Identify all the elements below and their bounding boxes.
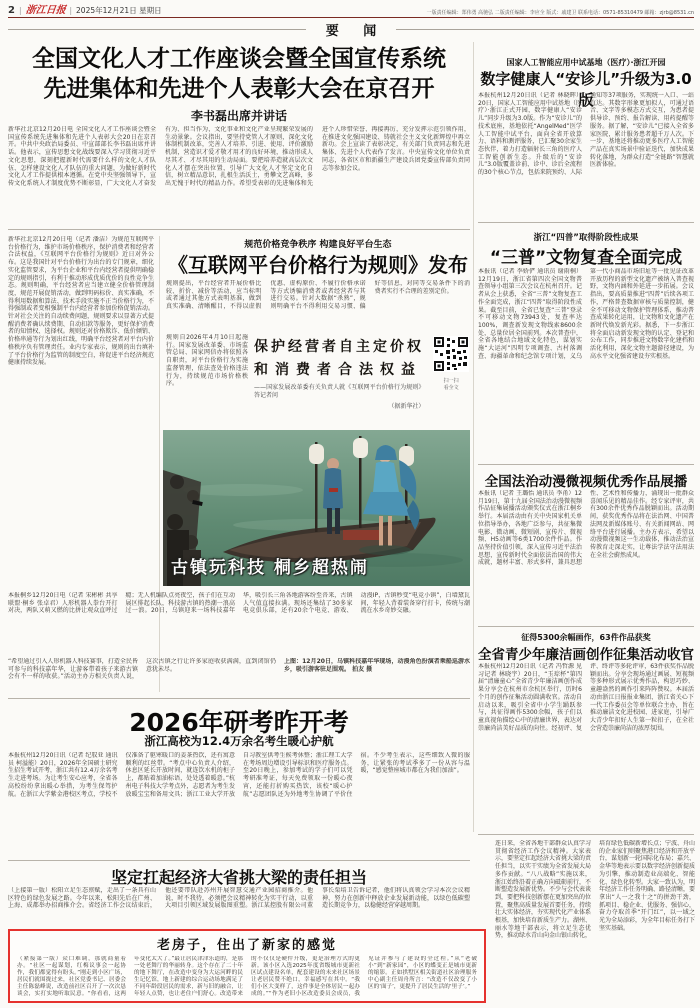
price-qa-credit: （据新华社） [388, 403, 425, 410]
divider [8, 229, 470, 230]
sanpu-kicker: 浙江“四普”取得阶段性成果 [533, 233, 639, 243]
fazhi-headline: 全国法治动漫微视频优秀作品展播 [484, 474, 688, 490]
price-article-body: 规则提出，平台经营者开展价格比较、折价、减价等活动，应当标明或者通过其他方式表明基准，做到真实准确、清晰醒目，不得以虚假优惠、虚构原价、不履行价格承诺等方式诱骗消费者或者经营者与其进行交易。针对大数据“杀熟”，规则明确平台不得利用交易习惯、偏好等信息，对同等交易条件下的消费者实行不合理的差别定价。 [166, 280, 470, 311]
divider [478, 834, 694, 835]
editors-info: 一版责任编辑：郑伟勇 高驰弘 二版责任编辑：李应全 版式：戚建卫 联系电话：0571-85310479 邮箱：zjrb@8531.cn [426, 10, 694, 16]
issue-date: 2025年12月21日 星期日 [76, 6, 162, 15]
price-article-side: 规则自2026年4月10日起施行。国家发展改革委、市场监管总局、国家网信办将依照各自职责，对平台价格行为实施监督管理，依法查处价格违法行为，持续规范市场价格秩序。 [166, 334, 248, 388]
fazhi-body: 本报讯（记者 王璐怡 通讯员 李甬）12月19日，第十九届全国法治动漫微视频作品征集展播活动颁奖仪式在浙江桐乡举行。本届活动由有关中央国家机关单位指导举办，各地广泛参与，共征集微电影、微动画、微短剧、宣传片、微视频、H5动画等6类1700余件作品。作品坚持价值引领，深入宣传习近平法治思想，宣传新时代全面依法治国的伟大成就，题材丰富、形式多样，兼具思想性、艺术性和传播力，涌现出一批群众喜闻乐见的精品佳作。经专家评审，共有300余件优秀作品脱颖而出。活动期间，获奖优秀作品将在法治网、中国普法网及新媒体账号、有关新闻网站、网络平台进行展播。主办方表示，希望以动漫微视频这一生动载体，推动法治宣传教育走深走实，让尊法学法守法用法在全社会蔚然成风。 [478, 490, 694, 567]
price-qa-title-line1: 保护经营者自主定价权 [254, 339, 424, 355]
price-qa-title-line2: 和消费者合法权益 [254, 362, 422, 378]
jingji-headline: 坚定扛起经济大省挑大梁的责任担当 [110, 868, 367, 887]
yankao-body: 本报杭州12月20日讯（记者 纪驭亚 通讯员 柯溢能）20日，2026年全国硕士研究生招生考试开考，浙江共有12.4万余名考生走进考场。为让考生安心应考，全省各高校纷纷拿出暖心举措，为考生保驾护航。在浙江大学紫金港校区考点，学校不仅准备了驱寒暖口的姜茶热饮，还有寓意顺利的红丝带。“考点中心负责人介绍，休息区延长开放时间，就连饮水机的柜子上，都贴着加油标语，处处透着暖意。”杭州电子科技大学考点外，志愿者为考生发放暖宝宝和备用文具；浙江工业大学开放自习教室供考生候考休整；浙江理工大学在考场周边增设引导标识和医疗服务点。至20日晚上，参加考试的学子们可以凭考研准考证，每天免费领取一份暖心夜宵，还能打折购买热饮，该校“暖心护航”志愿团队还为外地考生协调了平价住宿。不少考生表示，这些细致入微的服务，让紧张的考试季多了一份从容与温暖，“感觉整座城市都在为我们加油”。 [8, 752, 470, 798]
jingji-continuation: 连日来，全省各地干部群众认真学习贯彻省经济工作会议精神。大家表示，要坚定扛起经济大省挑大梁的责任担当，以实干实绩为全省发展大局多作贡献。“八八战略”实施以来，浙江始终沿着正确方向砥砺前行，不断塑造发展新优势。不少与会代表谈到，要把科技创新摆在更加突出的位置，聚焦高质量发展首要任务，持续壮大实体经济，夯实现代化产业体系根基，加快培育新质生产力。湖州、丽水等地干部表示，将立足生态优势，推动绿水青山向金山银山转化，培育绿色低碳新增长点；宁波、舟山的企业家们则聚焦港口经济和开放平台，谋划新一轮国际化布局；嘉兴、金华等地表示要以数字经济创新提质为引擎，推动制造业高端化、智能化、绿色化转型。大家一致认为，明年经济工作任务明确、路径清晰，要拿出“人一之我十之”的拼劲干劲，抓项目、稳企业、优服务、强信心，奋力夺取首季“开门红”，以一域之光为全局添彩，为全年目标任务打下坚实基础。 [495, 840, 695, 940]
laofangzi-body: （紧接第一版）众口难调，那就商量着办。“社区一起谋划，红梅议事会一起协作，我们都觉得有盼头。”刚走到小区广场，居民们就围拢过来，社区党委书记、居委会主任陈磊峰说，改造前社区召开了一次次恳谈会，实打实地听取民意。“你看看，这两年变化太大了。”最让居民津津乐道的，是那一处老舞厅的华丽转身。这个存在了二十年的地下舞厅，在改造中变身为大运河畔的民生记忆馆，地上新建的综合运动场地满足了不同年龄段居民的需求，新与旧的融合，让年轻人点赞，也让老住户们舒心。改造带来的不仅仅是硬件升级，更是治理方式的更新。该小区入选2025年度省级城市更新社区试点建设名单，配套建设的未来社区场景让老居民赞不绝口，幸福感写在其中。“我们小区大变样了，这件事是全体居民一起办成的。”“作为老旧小区改造委员会成员，我见证并参与了建设的全过程。”从“老破小”到“新家园”，小区的蝶变正是城市更新的缩影。正如拱墅区相关街道社区治理服务中心副主任周舟所言：“改造不仅改变了小区的‘面子’，更提升了居民生活的‘里子’。” [17, 956, 477, 997]
price-qa-text [254, 336, 424, 426]
header-rule [8, 17, 694, 18]
main-headline-line2: 先进集体和先进个人表彰大会在京召开 [43, 76, 435, 102]
tongxiang-body-more: “希望通过引入人形机器人科技赛事，打造全民皆可参与的科技嘉年华，让游客带着孩子来游古镇会有不一样的收获。”活动主办方相关负责人说，这次古镇之行让许多家庭收获满满，直到闭馆仍意犹未尽。 [8, 658, 276, 681]
lianjie-kicker: 征得5300余幅画作，63件作品获奖 [521, 633, 651, 642]
photo-caption-overlay: 古镇玩科技 桐乡超热闹 [171, 558, 369, 578]
section-line-left [8, 29, 306, 30]
ai-body: 本报杭州12月20日讯（记者 林晓晖）20日，国家人工智能应用中试基地（医疗）·浙江正式开园，数字健康人“安诊儿”同步升级为3.0版。作为“安诊儿”的技术底座，基地依托“AngelMed”医学人工智能中试平台，面向全省开放算力、语料和测评服务，已汇聚30余家生态伙伴，着力打造辐射长三角的医疗人工智能创新生态。升级后的“安诊儿”3.0版覆盖诊前、诊中、诊后全流程的30个核心节点，包括来院预约、人际通知等37项服务，实现统一入口、一站直达。其数字形象更加拟人，可通过语音、文字等多模态方式交互，为患者提供导诊、预约、报告解读、用药提醒等服务。据了解，“安诊儿”已接入全省多家医院，累计服务患者超千万人次。下一步，基地还将推动更多医疗人工智能产品在真实场景中验证迭代，加快成果转化落地，为群众打造“全链路”智慧就医新体验。 [478, 92, 694, 177]
divider [8, 698, 470, 699]
header-separator: | [69, 6, 73, 15]
price-kicker: 规范价格竞争秩序 构建良好平台生态 [244, 240, 392, 250]
divider [478, 626, 694, 627]
main-headline-line1: 全国文化人才工作座谈会暨全国宣传系统 [32, 46, 446, 72]
divider [478, 222, 694, 223]
page-header [8, 4, 694, 16]
ai-kicker: 国家人工智能应用中试基地（医疗）·浙江开园 [506, 58, 666, 67]
qr-label-line1: 扫一扫 [443, 378, 459, 384]
tongxiang-body: 本报桐乡12月20日电（记者 宋彬彬 共享联盟·桐乡 张卓君）人形机器人拳台开打对决，两队又萌又燃的比拼让观众直呼过瘾；无人机编队点亮夜空，孩子们在互动展区排起长队，科技游古镇的热潮一浪高过一浪。20日，乌镇迎来一场科技嘉年华，吸引长三角各地游客纷至沓来，古镇人气值直接拉满。现场还集结了30多家电竞俱乐部，还有20余个电竞、游戏、动漫IP，古镇秒变“电竞小镇”，白墙黛瓦间，年轻人背着装备穿行打卡，传统与潮流在水乡奇妙交融。 [8, 592, 470, 615]
news-photo [163, 430, 470, 586]
lianjie-headline: 全省青少年廉洁画创作征集活动收官 [478, 647, 694, 663]
qr-block [432, 336, 470, 426]
section-title: 要 闻 [325, 23, 387, 39]
lianjie-body: 本报杭州12月20日讯（记者 冯哲源 见习记者 林晓宇）20日，“玉琮杯”第四届“清廉童心”全省青少年廉洁画创作成果分享会在杭州市余杭区举行，历时6个月的创作征集活动圆满收官。活动自启动以来，吸引全省中小学生踊跃参与，共征得画作5300余幅，孩子们以童真视角描绘心中的清廉世界，表达对崇廉尚洁美好品质的向往。经初评、复评、终评等多轮评审，63件获奖作品脱颖而出。分享会现场通过画展、短视频等多种形式展示优秀作品，构思巧妙、童趣盎然的画作引来阵阵赞叹。本届活动由浙江日报报业集团、浙江省关心下一代工作委员会等单位联合主办，旨在推动廉洁文化进校园、进家庭，引导广大青少年扣好人生第一粒扣子，在全社会营造崇廉尚洁的浓厚氛围。 [478, 663, 694, 732]
header-separator: | [18, 6, 22, 15]
qr-code-icon [433, 336, 469, 372]
qr-label [432, 378, 470, 391]
divider [8, 860, 470, 861]
header-left [8, 1, 162, 16]
main-article-body: 新华社北京12月20日电 全国文化人才工作座谈会暨全国宣传系统先进集体和先进个人表彰大会20日在京召开。中共中央政治局委员、中宣部部长李书磊出席并讲话。他表示，宣传思想文化战线要深入学习贯彻习近平文化思想，深刻把握新时代需要什么样的文化人才队伍、怎样建设文化人才队伍的重大问题，为做好新时代文化人才工作提供根本遵循。在党中央坚强领导下，宣传文化系统人才制度优势不断彰显，广大文化人才奋发有为、担当作为，文化事业和文化产业呈现繁荣发展的生动景象。会议指出，要坚持党管人才原则，深化文化体制机制改革，完善人才培养、引进、使用、评价激励机制，营造识才爱才敬才用才的良好环境，推动形成人尽其才、才尽其用的生动局面。要把培养造就高层次文化人才摆在突出位置，引导广大文化人才坚定文化自信，树立精品意识，扎根生活沃土，勇攀文艺高峰，多出无愧于时代的精品力作。希望受表彰的先进集体和先进个人珍惜荣誉、再接再厉，充分发挥示范引领作用，在推进文化强国建设、铸就社会主义文化新辉煌中再立新功。会上宣读了表彰决定，有关部门负责同志和先进集体、先进个人代表作了发言。中央宣传文化单位负责同志，各省区市和新疆生产建设兵团党委宣传部负责同志等参加会议。 [8, 126, 470, 187]
photo-credit: 上图：12月20日，乌镇科技嘉年华现场，动漫角色扮演者乘船巡游水乡，吸引游客驻足围观。 拍友 摄 [284, 658, 470, 673]
divider [478, 464, 694, 465]
sanpu-headline: “三普”文物复查全面完成 [489, 248, 683, 268]
column-rule-main [473, 42, 474, 832]
price-headline: 《互联网平台价格行为规则》发布 [168, 253, 468, 277]
yankao-subhead: 浙江高校为12.4万余名考生暖心护航 [144, 734, 334, 748]
jingji-body: （上接第一版）松阳立足生态禀赋，走出了一条具有山区特色的绿色发展之路。今年以来，松阳先后在广州、上海、成都举办招商推介会。省经济工作会议结束后，他还要带队赴苏州开展智慧交通产业园招商推介。他说，时不我待，必须把会议精神转化为实干行动，以重大项目引领区域发展版图重塑。浙江某控股有限公司董事长栗培卫告诉记者，他们将认真领会学习本次会议精神，努力在创新中释放企业发展新动能，以绿色低碳塑造长期竞争力，以稳健经营穿越周期。 [8, 887, 470, 910]
qr-label-line2: 看全文 [443, 384, 459, 391]
main-subhead: 李书磊出席并讲话 [190, 109, 287, 123]
price-qa-byline: ——国家发展改革委有关负责人就《互联网平台价格行为规则》答记者问 [254, 384, 425, 399]
laofangzi-box [8, 929, 486, 1003]
sanpu-body: 本报讯（记者 李娇俨 通讯员 谢雨桐）12月19日，浙江省第四次全国文物普查领导小组第三次会议在杭州召开。记者从会上获悉，全省“三普”文物复查工作全面完成，浙江“四普”取得阶段性成果。截至目前，全省已复查“三普”登录不可移动文物73943处，复查率达100%，调查新发现文物线索8600余处，总量位居全国前列。本次普查中，全省各地结合地域文化特色，谋划实施“大运河”四明专项调查、古村落调查、海疆革命和纪念馆专项计划，义乌第一代小商品市场旧址等一批见证改革开放历程的新型文化遗产被纳入普查视野，文物内涵和外延进一步拓展。会议指出，要高质量推进“四普”后续各项工作，严格普查数据审核与质量控制，健全不可移动文物保护管理体系，推动普查成果转化运用，让文物和文化遗产在新时代焕发新光彩。据悉，下一步浙江将全面启动新发现文物的认定、登记和公布工作，同步推进文物数字化建档和活化利用，深化文物主题游径建设，为高水平文化强省建设夯实根基。 [478, 268, 694, 360]
ai-headline: 数字健康人“安诊儿”升级为3.0版 [480, 70, 692, 109]
price-article-col1: 新华社北京12月20日电（记者 潘洁）为规范互联网平台价格行为，维护市场价格秩序，保护消费者和经营者合法权益，《互联网平台价格行为规则》近日对外公布。这是我国针对平台价格行为出台的专门规章，细化实化监管要求，为平台企业和平台内经营者提供明确稳定的规则指引，有利于推动形成优质优价的良性竞争生态。规则明确，平台经营者应当建立健全价格管理制度，规范开展促销活动，做到明码标价、真实准确，不得利用数据和算法、技术手段实施不正当价格行为，不得强制或者变相强制平台内经营者参加价格促销活动。针对社会关注的自动续费问题，规则要求以显著方式提醒消费者确认续费期、自动扣款等服务，更好保护消费者的知情权、选择权。规则还对价格欺诈、低价倾销、价格串通等行为划出红线，明确平台经营者对平台内价格秩序负有管理责任。业内专家表示，规则的出台填补了平台价格行为监管的制度空白，将促进平台经济规范健康持续发展。 [8, 236, 154, 367]
main-headline [8, 44, 470, 104]
yankao-headline: 2026年研考昨开考 [129, 708, 349, 737]
section-header [8, 21, 694, 37]
section-line-right [396, 29, 694, 30]
masthead-logo: 浙江日报 [24, 5, 66, 16]
price-qa-box [254, 336, 470, 426]
page-number: 2 [8, 5, 15, 16]
laofangzi-headline: 老房子，住出了新家的感觉 [156, 938, 337, 953]
